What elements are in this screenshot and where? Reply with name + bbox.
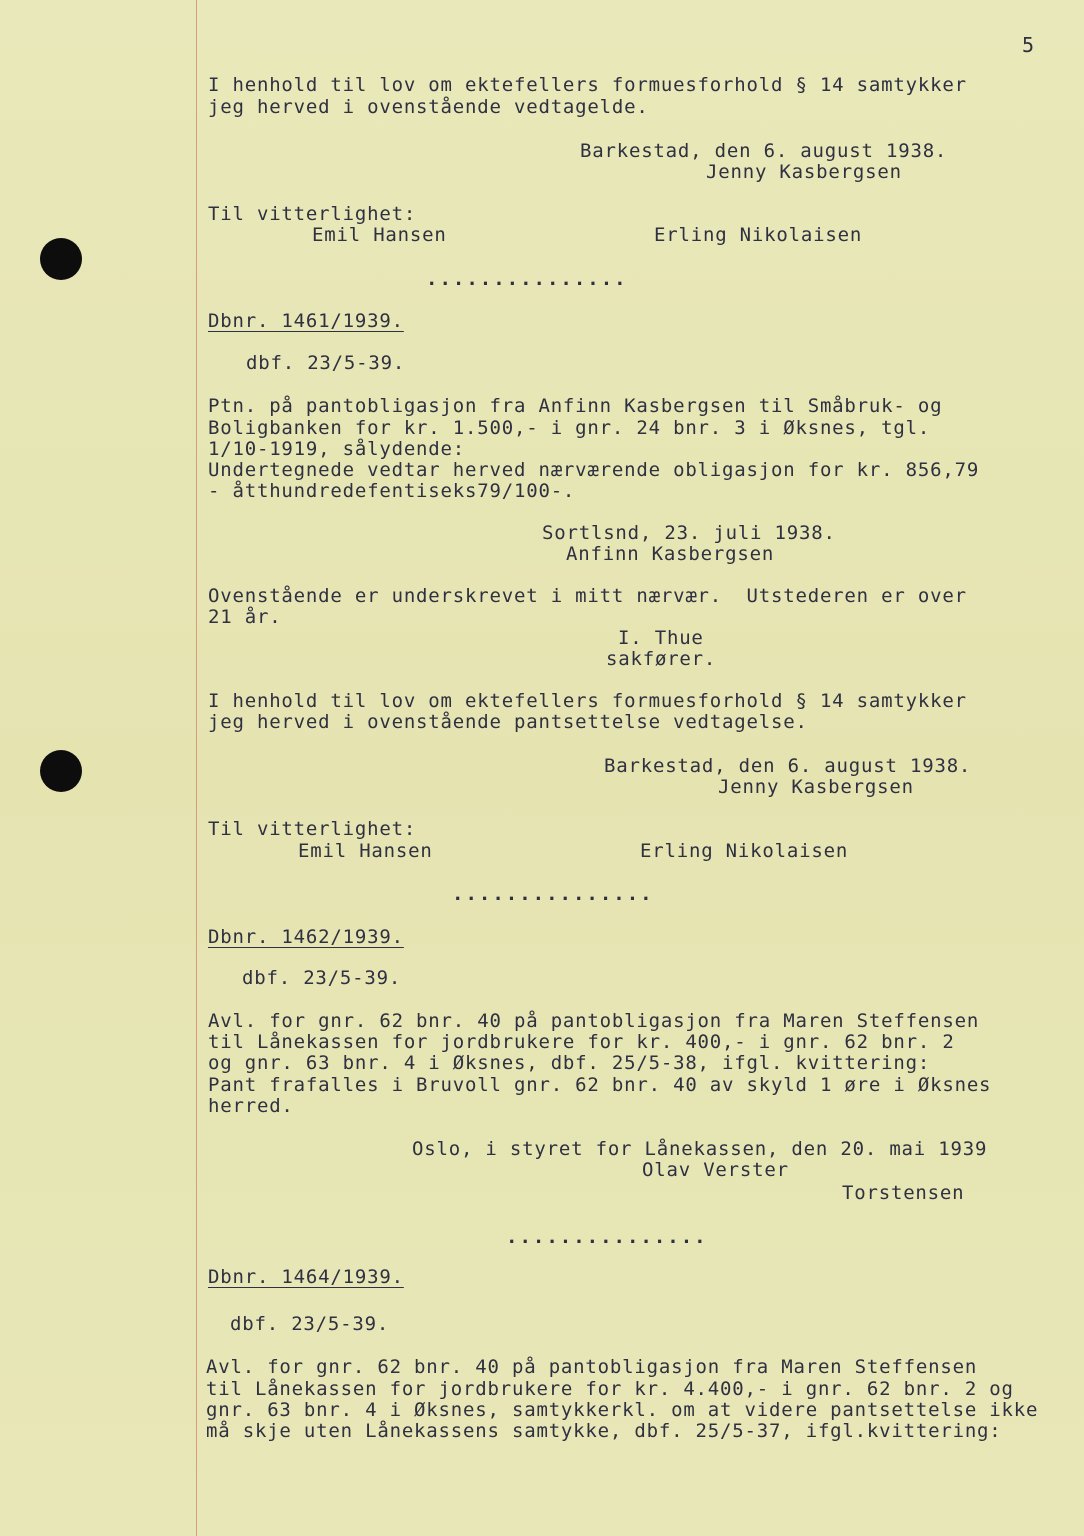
place-date: Sortlsnd, 23. juli 1938. <box>542 522 836 544</box>
consent-line-1: I henhold til lov om ektefellers formuesforhold § 14 samtykker <box>208 74 967 96</box>
entry-text-line: Boligbanken for kr. 1.500,- i gnr. 24 bnr. 3 i Øksnes, tgl. <box>208 417 931 439</box>
entry-heading: Dbnr. 1464/1939. <box>208 1266 404 1288</box>
entry-text-line: herred. <box>208 1095 294 1117</box>
witness-1: Emil Hansen <box>312 224 447 246</box>
witness-2: Erling Nikolaisen <box>654 224 863 246</box>
signature-name: Jenny Kasbergsen <box>706 161 902 183</box>
signature-name: Anfinn Kasbergsen <box>566 543 775 565</box>
entry-text-line: 21 år. <box>208 606 282 628</box>
consent-line-2: jeg herved i ovenstående pantsettelse vedtagelse. <box>208 711 808 733</box>
punch-hole-lower <box>40 750 82 792</box>
entry-date: dbf. 23/5-39. <box>242 967 402 989</box>
page-number: 5 <box>1022 33 1035 57</box>
entry-text-line: 1/10-1919, sålydende: <box>208 438 466 460</box>
entry-text-line: må skje uten Lånekassens samtykke, dbf. 25/5-37, ifgl.kvittering: <box>206 1420 1002 1442</box>
entry-text-line: gnr. 63 bnr. 4 i Øksnes, samtykkerkl. om at videre pantsettelse ikke <box>206 1399 1039 1421</box>
signature-title: sakfører. <box>606 648 717 670</box>
entry-text-line: til Lånekassen for jordbrukere for kr. 4.400,- i gnr. 62 bnr. 2 og <box>206 1378 1014 1400</box>
place-date: Barkestad, den 6. august 1938. <box>604 755 972 777</box>
entry-heading: Dbnr. 1462/1939. <box>208 926 404 948</box>
margin-rule <box>196 0 197 1536</box>
separator-dots: ............... <box>452 883 654 905</box>
entry-text-line: Avl. for gnr. 62 bnr. 40 på pantobligasjon fra Maren Steffensen <box>208 1010 980 1032</box>
entry-date: dbf. 23/5-39. <box>230 1313 390 1335</box>
witness-2: Erling Nikolaisen <box>640 840 849 862</box>
place-date: Oslo, i styret for Lånekassen, den 20. mai 1939 <box>412 1138 988 1160</box>
entry-text-line: Ovenstående er underskrevet i mitt nærvær. Utstederen er over <box>208 585 967 607</box>
witness-label: Til vitterlighet: <box>208 203 417 225</box>
signature-name: Torstensen <box>842 1182 965 1204</box>
entry-heading: Dbnr. 1461/1939. <box>208 310 404 332</box>
entry-text-line: Ptn. på pantobligasjon fra Anfinn Kasbergsen til Småbruk- og <box>208 395 943 417</box>
signature-name: I. Thue <box>618 627 704 649</box>
place-date: Barkestad, den 6. august 1938. <box>580 140 948 162</box>
entry-text-line: Undertegnede vedtar herved nærværende obligasjon for kr. 856,79 <box>208 459 980 481</box>
separator-dots: ............... <box>506 1226 708 1248</box>
signature-name: Olav Verster <box>642 1159 789 1181</box>
signature-name: Jenny Kasbergsen <box>718 776 914 798</box>
entry-date: dbf. 23/5-39. <box>246 352 406 374</box>
entry-text-line: til Lånekassen for jordbrukere for kr. 400,- i gnr. 62 bnr. 2 <box>208 1031 955 1053</box>
separator-dots: ............... <box>426 268 628 290</box>
consent-line-1: I henhold til lov om ektefellers formuesforhold § 14 samtykker <box>208 690 967 712</box>
entry-text-line: Pant frafalles i Bruvoll gnr. 62 bnr. 40 av skyld 1 øre i Øksnes <box>208 1074 992 1096</box>
witness-label: Til vitterlighet: <box>208 818 417 840</box>
consent-line-2: jeg herved i ovenstående vedtagelde. <box>208 96 649 118</box>
entry-text-line: - åtthundredefentiseks79/100-. <box>208 480 576 502</box>
entry-text-line: Avl. for gnr. 62 bnr. 40 på pantobligasjon fra Maren Steffensen <box>206 1356 978 1378</box>
witness-1: Emil Hansen <box>298 840 433 862</box>
entry-text-line: og gnr. 63 bnr. 4 i Øksnes, dbf. 25/5-38, ifgl. kvittering: <box>208 1052 931 1074</box>
punch-hole-upper <box>40 238 82 280</box>
